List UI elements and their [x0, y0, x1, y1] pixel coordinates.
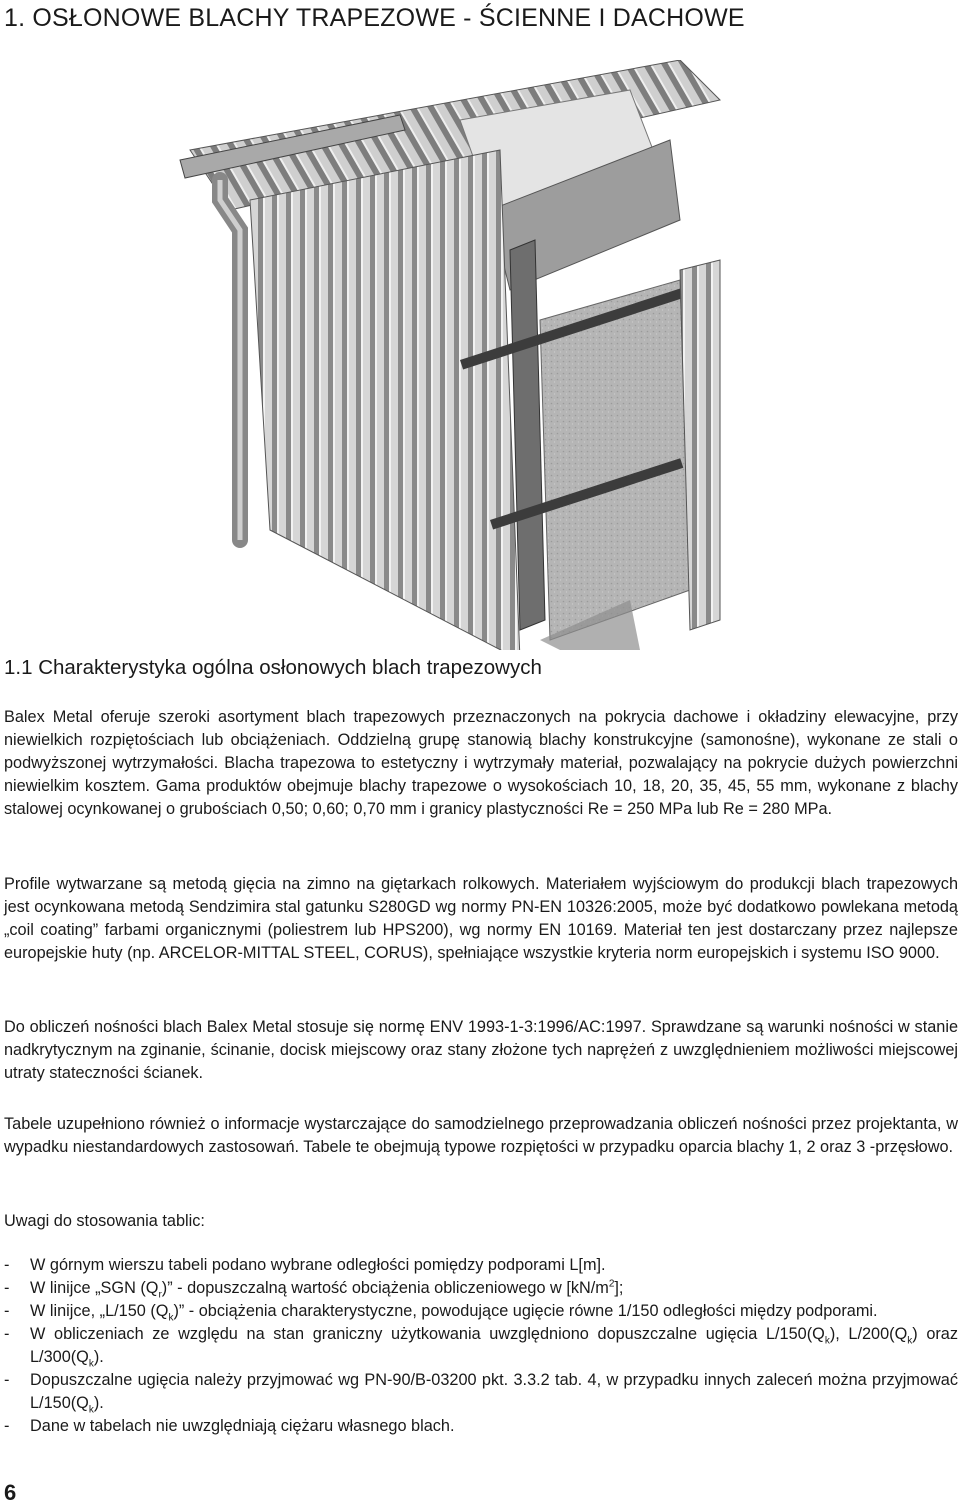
note-text: Dane w tabelach nie uwzględniają ciężaru własnego blach.: [30, 1417, 455, 1435]
section-title: 1.1 Charakterystyka ogólna osłonowych blach trapezowych: [4, 656, 542, 679]
list-item: [4, 1323, 958, 1369]
subscript: k: [88, 1358, 94, 1370]
note-text: Dopuszczalne ugięcia należy przyjmować wg PN-90/B-03200 pkt. 3.3.2 tab. 4, w przypadku innych zaleceń można przyjmować L/150(Q: [30, 1371, 958, 1412]
note-text: )” - dopuszczalną wartość obciążenia obliczeniowego w [kN/m: [161, 1279, 609, 1297]
note-text: W obliczeniach ze względu na stan graniczny użytkowania uwzględniono dopuszczalne ugięcia L/150(Q: [30, 1325, 825, 1343]
note-text: ) oraz L/300(Q: [30, 1325, 958, 1366]
note-text: ).: [93, 1348, 104, 1366]
notes-list: [4, 1254, 958, 1438]
list-dash: -: [4, 1256, 10, 1274]
list-dash: -: [4, 1371, 10, 1389]
list-dash: -: [4, 1302, 10, 1320]
subscript: k: [824, 1335, 830, 1347]
downpipe: [220, 180, 240, 540]
superscript: 2: [608, 1278, 615, 1290]
subscript: k: [907, 1335, 913, 1347]
notes-heading: Uwagi do stosowania tablic:: [4, 1212, 205, 1230]
list-item: [4, 1254, 958, 1277]
note-text: W linijce, „L/150 (Q: [30, 1302, 169, 1320]
page-number: 6: [4, 1480, 17, 1505]
wall-cladding-left: [250, 150, 520, 650]
note-text: ];: [614, 1279, 624, 1297]
note-text: ), L/200(Q: [829, 1325, 908, 1343]
list-dash: -: [4, 1279, 10, 1297]
note-text: )” - obciążenia charakterystyczne, powodujące ugięcie równe 1/150 odległości między podporami.: [173, 1302, 878, 1320]
list-item: [4, 1300, 958, 1323]
subscript: k: [88, 1404, 94, 1416]
subscript: k: [168, 1312, 174, 1324]
paragraph-3: Do obliczeń nośności blach Balex Metal stosuje się normę ENV 1993-1-3:1996/AC:1997. Sprawdzane są warunki nośności w stanie nadkrytycznym na zginanie, ścinanie, docisk miejscowy oraz stany złożone tych naprężeń z uwzględnieniem możliwości miejscowej utraty stateczności ścianek.: [4, 1018, 958, 1082]
list-item: [4, 1415, 958, 1438]
note-text: W linijce „SGN (Q: [30, 1279, 159, 1297]
paragraph-2: Profile wytwarzane są metodą gięcia na zimno na giętarkach rolkowych. Materiałem wyjściowym do produkcji blach trapezowych jest ocynkowana metodą Sendzimira stal gatunku S280GD wg normy PN-EN 10326:2005, może być dodatkowo powlekana metodą „coil coating” farbami organicznymi (poliestrem lub HPS200), wg normy EN 10169. Materiał ten jest dostarczany przez najlepsze europejskie huty (np. ARCELOR-MITTAL STEEL, CORUS), spełniające wszystkie kryteria norm europejskich i systemu ISO 9000.: [4, 875, 958, 962]
subscript: r: [158, 1289, 162, 1301]
note-text: ).: [93, 1394, 104, 1412]
list-item: [4, 1277, 958, 1300]
illustration-roof-wall-cladding: [160, 60, 960, 650]
note-text: W górnym wierszu tabeli podano wybrane odległości pomiędzy podporami L[m].: [30, 1256, 606, 1274]
list-item: [4, 1369, 958, 1415]
list-dash: -: [4, 1325, 10, 1343]
list-dash: -: [4, 1417, 10, 1435]
page-title: 1. OSŁONOWE BLACHY TRAPEZOWE - ŚCIENNE I DACHOWE: [4, 4, 745, 32]
paragraph-1: Balex Metal oferuje szeroki asortyment blach trapezowych przeznaczonych na pokrycia dachowe i okładziny elewacyjne, przy niewielkich rozpiętościach lub obciążeniach. Oddzielną grupę stanowią blachy konstrukcyjne (samonośne), wykonane ze stali o podwyższonej wytrzymałości. Blacha trapezowa to estetyczny i wytrzymały materiał, pozwalający na pokrycie dużych powierzchni niewielkim kosztem. Gama produktów obejmuje blachy trapezowe o wysokościach 10, 18, 20, 35, 45, 55 mm, wykonane z blachy stalowej ocynkowanej o grubościach 0,50; 0,60; 0,70 mm i granicy plastyczności Re = 250 MPa lub Re = 280 MPa.: [4, 708, 958, 818]
paragraph-4: Tabele uzupełniono również o informacje wystarczające do samodzielnego przeprowadzania obliczeń nośności przez projektanta, w wypadku niestandardowych zastosowań. Tabele te obejmują typowe rozpiętości w przypadku oparcia blachy 1, 2 oraz 3 -przęsłowo.: [4, 1115, 958, 1156]
